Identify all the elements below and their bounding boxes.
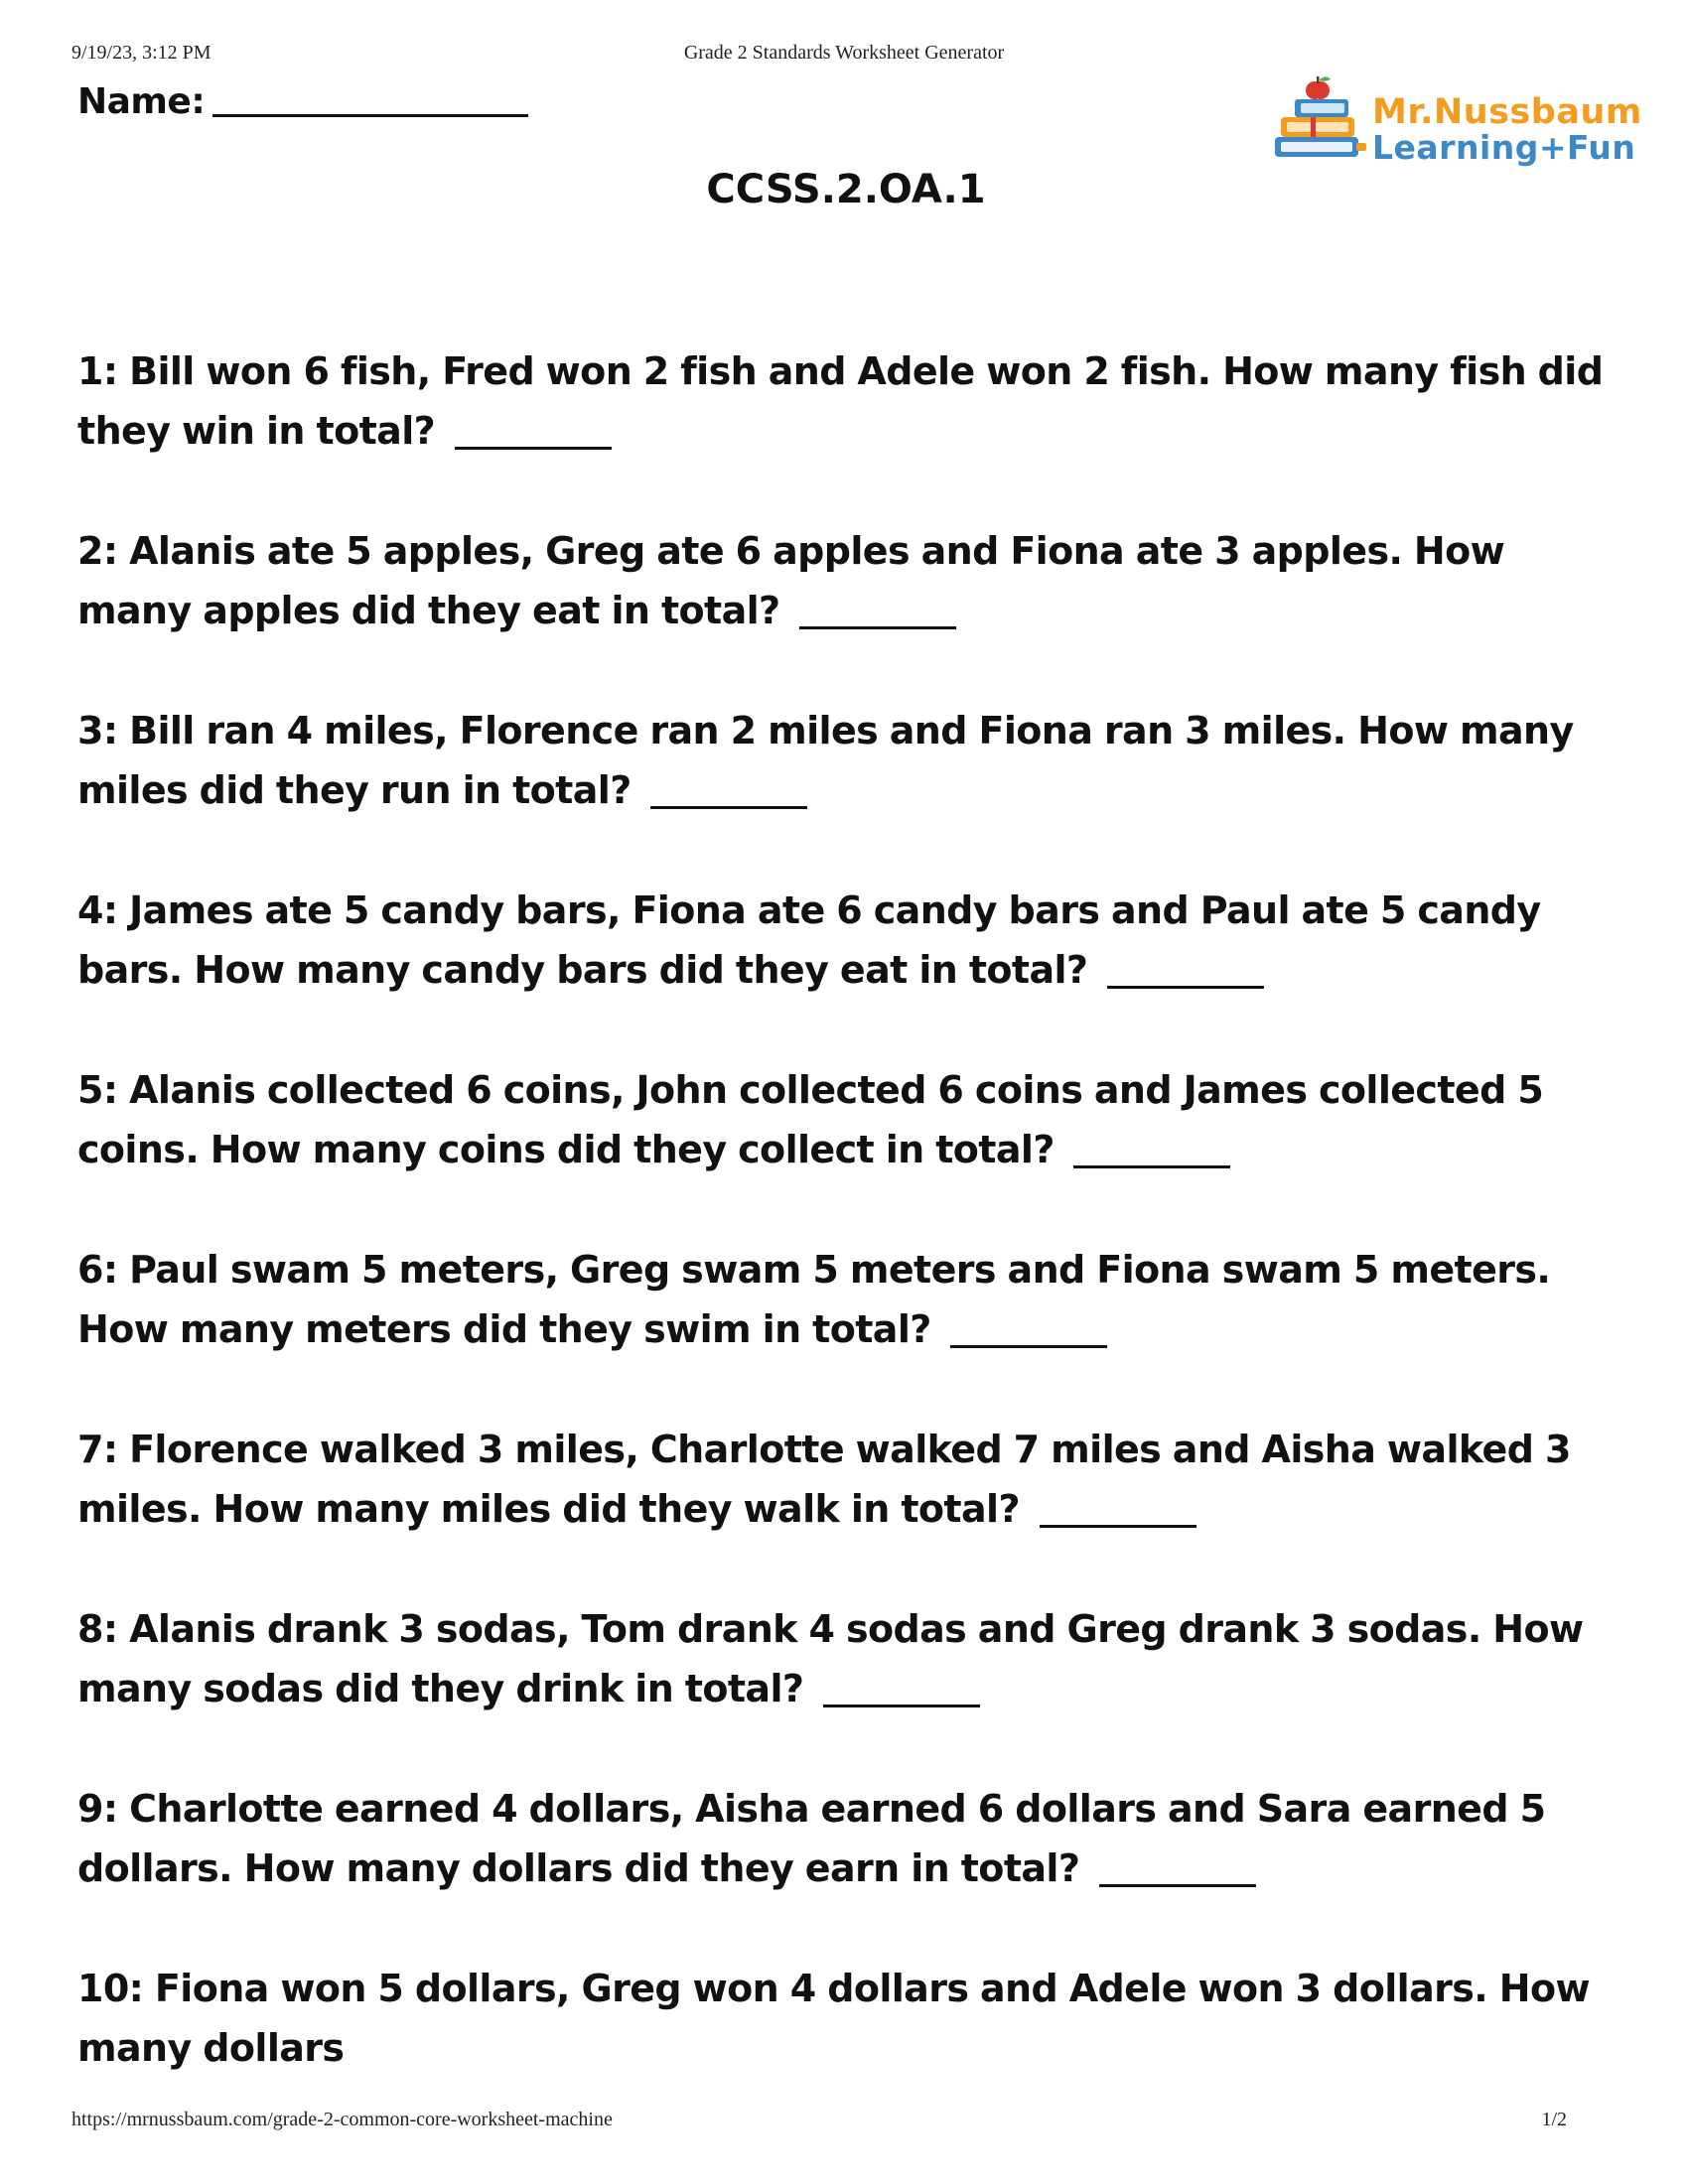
name-label: Name: <box>77 81 206 122</box>
question-list <box>77 341 1626 2138</box>
standard-heading <box>0 167 1688 212</box>
question-number: 9: <box>77 1787 118 1831</box>
question-item <box>77 881 1626 1060</box>
answer-blank <box>1099 1884 1256 1887</box>
question-item <box>77 1060 1626 1240</box>
answer-blank <box>1073 1165 1230 1168</box>
question-text: Fiona won 5 dollars, Greg won 4 dollars and Adele won 3 dollars. How many dollars <box>77 1967 1590 2070</box>
print-header <box>71 42 1617 69</box>
question-item <box>77 1420 1626 1599</box>
question-text: Paul swam 5 meters, Greg swam 5 meters and Fiona swam 5 meters. How many meters did they swim in total? <box>77 1248 1551 1351</box>
question-text: Alanis ate 5 apples, Greg ate 6 apples and Fiona ate 3 apples. How many apples did they eat in total? <box>77 529 1505 632</box>
question-text: Alanis drank 3 sodas, Tom drank 4 sodas and Greg drank 3 sodas. How many sodas did they drink in total? <box>77 1607 1584 1710</box>
print-url: https://mrnussbaum.com/grade-2-common-core-worksheet-machine <box>71 2109 613 2130</box>
books-with-apple-icon <box>1271 73 1370 173</box>
question-item <box>77 521 1626 701</box>
answer-blank <box>1040 1525 1196 1528</box>
question-text: Charlotte earned 4 dollars, Aisha earned 6 dollars and Sara earned 5 dollars. How many dollars did they earn in total? <box>77 1787 1546 1890</box>
print-footer <box>71 2109 1617 2136</box>
question-number: 2: <box>77 529 118 573</box>
question-number: 5: <box>77 1068 118 1112</box>
logo-tagline-text: Learning+Fun <box>1372 128 1636 167</box>
mr-nussbaum-logo <box>1271 73 1642 173</box>
question-item <box>77 1599 1626 1779</box>
question-text: Bill won 6 fish, Fred won 2 fish and Adele won 2 fish. How many fish did they win in total? <box>77 349 1604 453</box>
question-number: 1: <box>77 349 118 393</box>
question-number: 6: <box>77 1248 118 1292</box>
question-item <box>77 701 1626 881</box>
logo-brand-text: Mr.Nussbaum <box>1372 92 1642 132</box>
question-number: 8: <box>77 1607 118 1651</box>
answer-blank <box>799 626 956 629</box>
question-item <box>77 341 1626 521</box>
question-text: Alanis collected 6 coins, John collected 6 coins and James collected 5 coins. How many coins did they collect in total? <box>77 1068 1544 1171</box>
print-document-title: Grade 2 Standards Worksheet Generator <box>683 42 1005 64</box>
name-blank-line <box>212 114 528 117</box>
answer-blank <box>455 447 612 450</box>
page-number: 1/2 <box>1541 2109 1567 2130</box>
question-number: 7: <box>77 1428 118 1471</box>
question-text: Bill ran 4 miles, Florence ran 2 miles and Fiona ran 3 miles. How many miles did they run in total? <box>77 709 1574 812</box>
question-number: 10: <box>77 1967 144 2010</box>
question-number: 4: <box>77 888 118 932</box>
answer-blank <box>650 806 807 809</box>
question-item <box>77 1779 1626 1959</box>
question-text: Florence walked 3 miles, Charlotte walked 7 miles and Aisha walked 3 miles. How many miles did they walk in total? <box>77 1428 1571 1531</box>
print-datetime: 9/19/23, 3:12 PM <box>71 42 211 64</box>
standard-code: CCSS.2.OA.1 <box>706 167 986 212</box>
answer-blank <box>823 1705 980 1707</box>
question-number: 3: <box>77 709 118 752</box>
answer-blank <box>950 1345 1107 1348</box>
question-text: James ate 5 candy bars, Fiona ate 6 candy bars and Paul ate 5 candy bars. How many candy bars did they eat in total? <box>77 888 1541 992</box>
question-item <box>77 1240 1626 1420</box>
name-field <box>77 81 528 122</box>
answer-blank <box>1107 986 1264 989</box>
